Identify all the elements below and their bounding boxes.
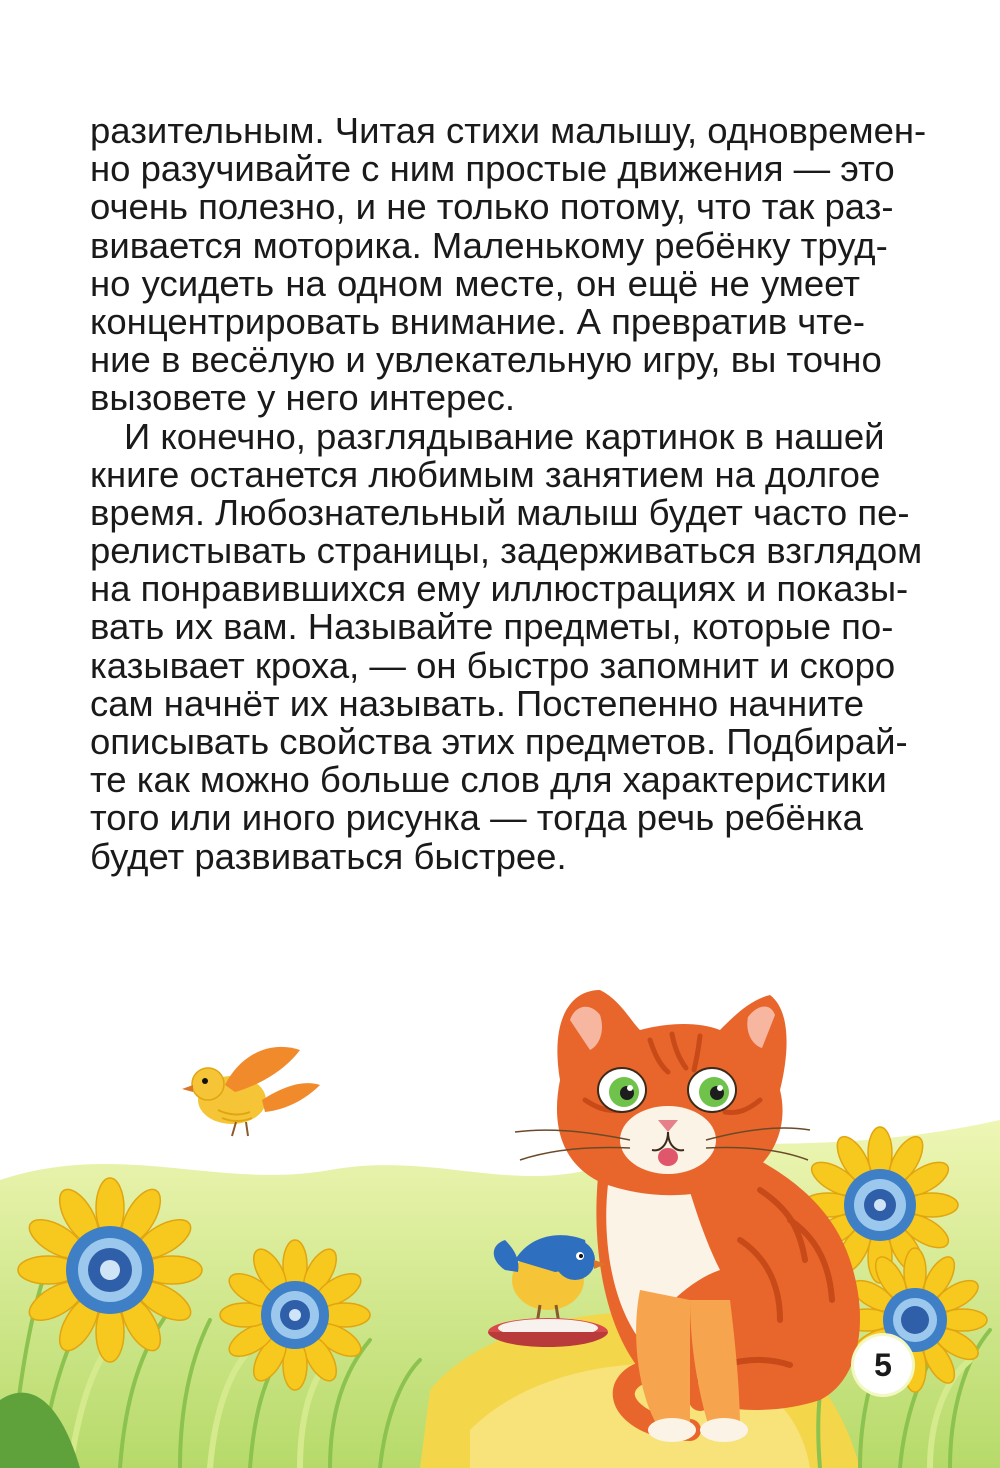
text-line: очень полезно, и не только потому, что так раз- bbox=[90, 186, 894, 228]
text-line: те как можно больше слов для характеристики bbox=[90, 759, 887, 801]
text-line: вать их вам. Называйте предметы, которые по- bbox=[90, 606, 894, 648]
text-line: ние в весёлую и увлекательную игру, вы точно bbox=[90, 339, 882, 381]
paragraph-1 bbox=[90, 110, 927, 419]
text-line: сам начнёт их называть. Постепенно начните bbox=[90, 682, 865, 724]
text-line: на понравившихся ему иллюстрациях и показы- bbox=[90, 568, 909, 610]
text-line: время. Любознательный малыш будет часто пе- bbox=[90, 491, 910, 533]
page-number: 5 bbox=[854, 1336, 912, 1394]
text-line: описывать свойства этих предметов. Подбирай- bbox=[90, 721, 908, 762]
cat-meadow-illustration bbox=[0, 960, 1000, 1468]
text-line: того или иного рисунка — тогда речь ребёнка bbox=[90, 797, 863, 839]
text-line: будет развиваться быстрее. bbox=[90, 835, 567, 877]
paragraph-2 bbox=[90, 415, 923, 877]
flying-bird-illustration bbox=[182, 1047, 320, 1136]
text-line: казывает кроха, — он быстро запомнит и скоро bbox=[90, 644, 896, 686]
text-line: вызовете у него интерес. bbox=[90, 377, 516, 419]
text-line: книге останется любимым занятием на долгое bbox=[90, 453, 881, 495]
text-line: И конечно, разглядывание картинок в нашей bbox=[124, 415, 885, 457]
body-text bbox=[90, 110, 927, 877]
text-line: релистывать страницы, задерживаться взглядом bbox=[90, 530, 923, 572]
text-line: концентрировать внимание. А превратив чте- bbox=[90, 300, 866, 342]
text-line: но разучивайте с ним простые движения — это bbox=[90, 148, 895, 190]
text-line: разительным. Читая стихи малышу, одновремен- bbox=[90, 110, 927, 151]
text-line: но усидеть на одном месте, он ещё не умеет bbox=[90, 262, 860, 304]
text-line: вивается моторика. Маленькому ребёнку труд- bbox=[90, 224, 888, 266]
